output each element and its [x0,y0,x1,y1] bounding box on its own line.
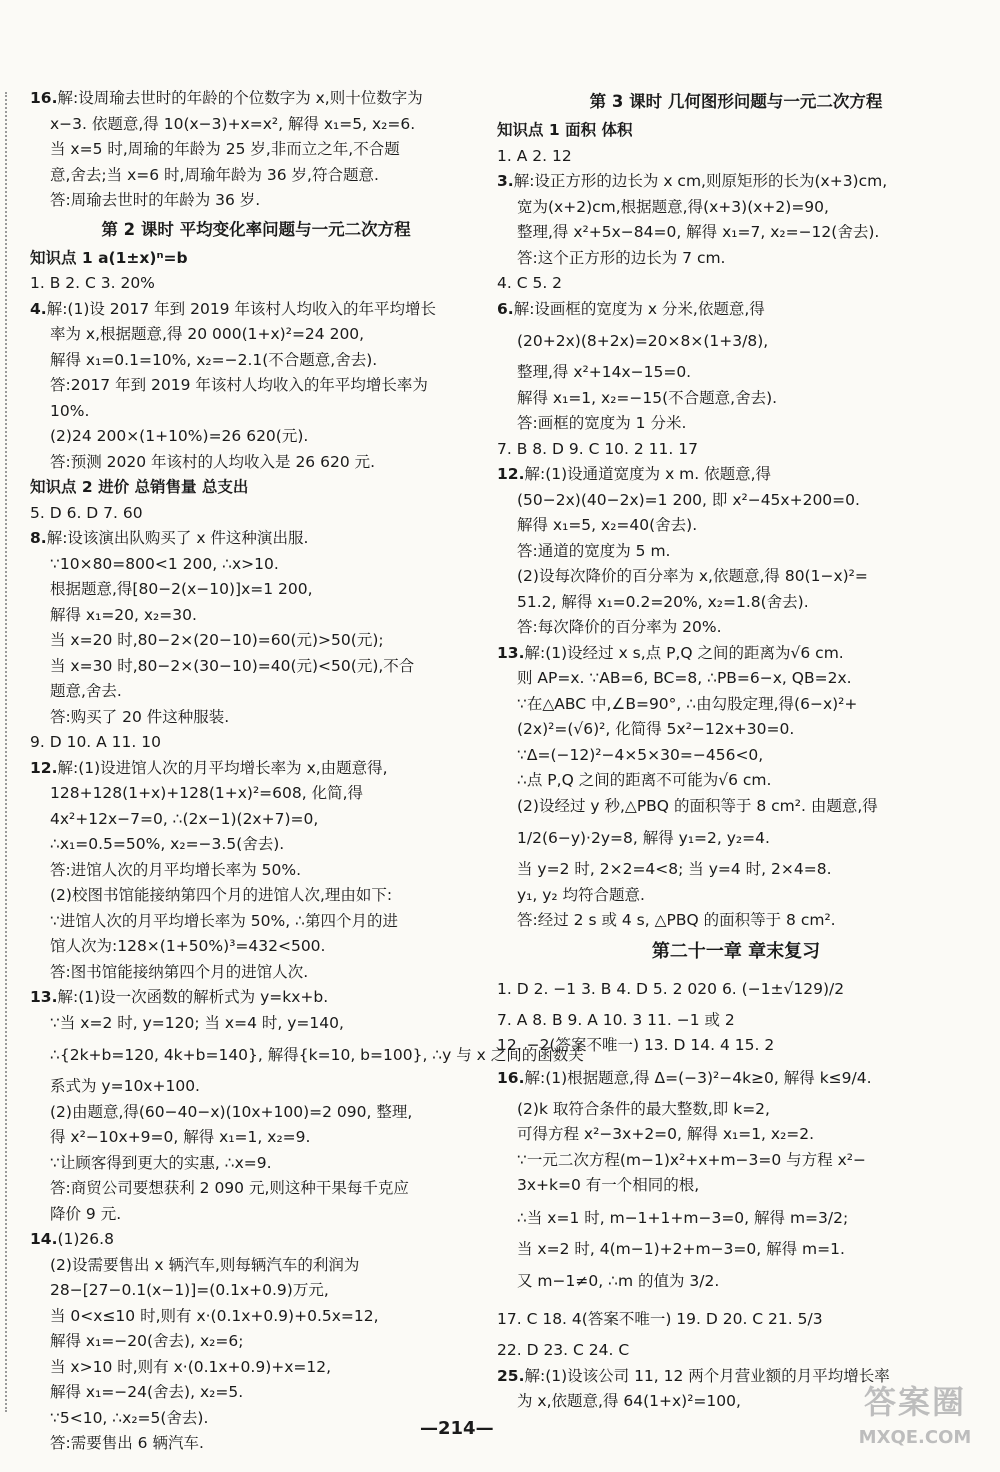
answer-line [30,679,482,705]
line-text: 解:(1)设一次函数的解析式为 y=kx+b. [57,988,329,1006]
question-number: 14. [30,1230,58,1248]
line-text: (2)设经过 y 秒,△PBQ 的面积等于 8 cm². 由题意,得 [517,796,878,815]
answer-line [30,577,482,603]
line-text: 第 3 课时 几何图形问题与一元二次方程 [589,92,883,111]
line-text: 第二十一章 章末复习 [651,940,821,962]
answer-line [497,386,975,412]
answer-line [30,1011,482,1037]
answer-line [497,322,975,360]
line-text: 得 x²−10x+9=0, 解得 x₁=1, x₂=9. [50,1128,311,1146]
line-text: ∴{2k+b=120, 4k+b=140}, 解得{k=10, b=100}, ∴y 与 x 之间的函数关 [50,1046,584,1064]
answer-line [497,590,975,616]
line-text: 第 2 课时 平均变化率问题与一元二次方程 [101,219,411,239]
line-text: (50−2x)(40−2x)=1 200, 即 x²−45x+200=0. [517,490,860,509]
line-text: 降价 9 元. [50,1204,122,1223]
answer-line [30,322,482,348]
answer-line [497,692,975,718]
answer-line [497,1262,975,1300]
answer-line [497,1033,975,1059]
line-text: ∴当 x=1 时, m−1+1+m−3=0, 解得 m=3/2; [517,1208,849,1227]
line-text: ∵当 x=2 时, y=120; 当 x=4 时, y=140, [50,1013,344,1032]
answer-line [30,1100,482,1126]
answer-line [30,1304,482,1330]
answer-line [30,1074,482,1100]
watermark-stamp [845,1380,985,1464]
line-text: (2)24 200×(1+10%)=26 620(元). [50,427,309,445]
answer-line [30,832,482,858]
line-text: ∵在△ABC 中,∠B=90°, ∴由勾股定理,得(6−x)²+ [517,694,858,713]
line-text: (2)由题意,得(60−40−x)(10x+100)=2 090, 整理, [50,1102,413,1121]
answer-line [497,666,975,692]
line-text: 知识点 2 进价 总销售量 总支出 [30,478,249,496]
knowledge-point-heading [30,475,482,501]
line-text: 系式为 y=10x+100. [50,1077,200,1095]
answer-line [30,985,482,1011]
answer-line [497,641,975,667]
answer-line [497,908,975,934]
line-text: 3x+k=0 有一个相同的根, [517,1176,700,1194]
line-text: 整理,得 x²+5x−84=0, 解得 x₁=7, x₂=−12(舍去). [517,223,880,241]
line-text: 5. D 6. D 7. 60 [30,503,143,522]
line-text: ∵进馆人次的月平均增长率为 50%, ∴第四个月的进 [50,911,398,930]
answer-line [497,564,975,590]
section-heading [30,214,482,246]
question-number: 13. [497,643,525,662]
answer-line [30,1036,584,1074]
line-text: 解得 x₁=0.1=10%, x₂=−2.1(不合题意,舍去). [50,350,378,369]
line-text: 答:每次降价的百分率为 20%. [517,618,722,636]
line-text: ∵10×80=800<1 200, ∴x>10. [50,554,279,573]
answer-line [497,615,975,641]
line-text: 解:(1)设经过 x s,点 P,Q 之间的距离为√6 cm. [524,643,844,662]
line-text: 当 0<x≤10 时,则有 x·(0.1x+0.9)+0.5x=12, [50,1306,379,1325]
line-text: 解:(1)设 2017 年到 2019 年该村人均收入的年平均增长 [46,299,436,318]
line-text: 解得 x₁=−24(舍去), x₂=5. [50,1383,244,1401]
line-text: (2)校图书馆能接纳第四个月的进馆人次,理由如下: [50,886,393,904]
line-text: 解得 x₁=5, x₂=40(舍去). [517,516,698,534]
line-text: ∵5<10, ∴x₂=5(舍去). [50,1408,209,1427]
knowledge-point-heading [497,118,975,144]
answer-line [30,1202,482,1228]
line-text: 10%. [50,401,90,420]
line-text: x−3. 依题意,得 10(x−3)+x=x², 解得 x₁=5, x₂=6. [50,114,416,133]
line-text: 当 x=20 时,80−2×(20−10)=60(元)>50(元); [50,631,384,649]
answer-line [497,743,975,769]
question-number: 4. [30,299,47,318]
question-number: 8. [30,529,47,547]
line-text: 答:图书馆能接纳第四个月的进馆人次. [50,962,309,981]
line-text: 当 x=2 时, 4(m−1)+2+m−3=0, 解得 m=1. [517,1239,845,1258]
line-text: 解得 x₁=−20(舍去), x₂=6; [50,1332,244,1350]
answer-line [497,1300,975,1338]
line-text: 128+128(1+x)+128(1+x)²=608, 化简,得 [50,784,364,802]
question-number: 12. [30,758,58,777]
line-text: (2)设需要售出 x 辆汽车,则每辆汽车的利润为 [50,1255,360,1274]
line-text: 答:画框的宽度为 1 分米. [517,414,687,432]
section-heading [497,86,975,118]
page-number: —214— [420,1418,494,1439]
question-number: 12. [497,465,525,483]
line-text: 答:这个正方形的边长为 7 cm. [517,248,726,267]
line-text: 解得 x₁=20, x₂=30. [50,605,197,624]
answer-line [497,857,975,883]
answer-line [30,730,482,756]
answer-line [30,501,482,527]
answer-line [497,144,975,170]
answer-line [497,462,975,488]
line-text: 解:(1)设进馆人次的月平均增长率为 x,由题意得, [57,758,388,777]
line-text: 51.2, 解得 x₁=0.2=20%, x₂=1.8(舍去). [517,592,809,611]
watermark-sub-text: MXQE.COM [858,1427,972,1448]
line-text: 根据题意,得[80−2(x−10)]x=1 200, [50,580,313,598]
answer-line [30,297,482,323]
answer-line [30,705,482,731]
answer-line [30,163,482,189]
line-text: (2x)²=(√6)², 化简得 5x²−12x+30=0. [517,720,795,738]
line-text: 又 m−1≠0, ∴m 的值为 3/2. [517,1272,720,1290]
answer-line [497,195,975,221]
line-text: 解得 x₁=1, x₂=−15(不合题意,舍去). [517,388,778,407]
line-text: 17. C 18. 4(答案不唯一) 19. D 20. C 21. 5/3 [497,1310,823,1328]
watermark-main-text: 答案圈 [863,1383,966,1421]
answer-line [30,271,482,297]
line-text: (2)k 取符合条件的最大整数,即 k=2, [517,1099,770,1118]
line-text: 22. D 23. C 24. C [497,1341,630,1359]
line-text: 馆人次为:128×(1+50%)³=432<500. [50,937,326,955]
question-number: 3. [497,172,514,190]
section-heading [497,934,975,970]
knowledge-point-heading [30,246,482,272]
answer-line [497,819,975,857]
line-text: ∴点 P,Q 之间的距离不可能为√6 cm. [517,771,772,789]
answer-line [30,1253,482,1279]
line-text: 当 x=5 时,周瑜的年龄为 25 岁,非而立之年,不合题 [50,140,400,158]
answer-line [497,768,975,794]
line-text: ∵一元二次方程(m−1)x²+x+m−3=0 与方程 x²− [517,1150,866,1169]
answer-line [30,1176,482,1202]
line-text: 1/2(6−y)·2y=8, 解得 y₁=2, y₂=4. [517,829,770,847]
line-text: 答:需要售出 6 辆汽车. [50,1434,204,1452]
answer-line [497,1097,975,1123]
answer-line [497,220,975,246]
left-margin-rule [5,92,9,1412]
line-text: 28−[27−0.1(x−1)]=(0.1x+0.9)万元, [50,1281,329,1299]
line-text: 可得方程 x²−3x+2=0, 解得 x₁=1, x₂=2. [517,1125,815,1143]
line-text: 当 y=2 时, 2×2=4<8; 当 y=4 时, 2×4=8. [517,860,832,878]
answer-line [30,424,482,450]
answer-line [30,1278,482,1304]
answer-line [30,1406,482,1432]
line-text: 答:购买了 20 件这种服装. [50,707,230,726]
line-text: (2)设每次降价的百分率为 x,依题意,得 80(1−x)²= [517,567,868,585]
answer-line [30,654,482,680]
line-text: 当 x>10 时,则有 x·(0.1x+0.9)+x=12, [50,1357,332,1376]
question-number: 16. [30,89,58,107]
line-text: 1. B 2. C 3. 20% [30,274,155,292]
line-text: 答:预测 2020 年该村的人均收入是 26 620 元. [50,452,376,471]
answer-line [30,1227,482,1253]
line-text: 7. B 8. D 9. C 10. 2 11. 17 [497,439,698,458]
answer-line [30,188,482,214]
answer-line [30,934,482,960]
answer-line [30,1125,482,1151]
line-text: 4. C 5. 2 [497,274,563,292]
line-text: 则 AP=x. ∵AB=6, BC=8, ∴PB=6−x, QB=2x. [517,669,852,687]
answer-line [497,970,975,1008]
line-text: 1. D 2. −1 3. B 4. D 5. 2 020 6. (−1±√129)/2 [497,979,845,998]
line-text: 答:周瑜去世时的年龄为 36 岁. [50,191,261,209]
answer-line [497,1122,975,1148]
answer-line [30,858,482,884]
line-text: 率为 x,根据题意,得 20 000(1+x)²=24 200, [50,325,365,343]
line-text: 答:通道的宽度为 5 m. [517,541,671,560]
answer-line [497,488,975,514]
answer-line [30,1355,482,1381]
answer-line [30,399,482,425]
answer-line [497,794,975,820]
answer-line [30,137,482,163]
line-text: 答:进馆人次的月平均增长率为 50%. [50,860,302,879]
line-text: (20+2x)(8+2x)=20×8×(1+3/8), [517,332,769,350]
question-number: 25. [497,1366,525,1385]
line-text: 解:设正方形的边长为 x cm,则原矩形的长为(x+3)cm, [513,172,888,190]
answer-line [30,348,482,374]
line-text: 题意,舍去. [50,682,122,700]
answer-line [30,1380,482,1406]
line-text: 意,舍去;当 x=6 时,周瑜年龄为 36 岁,符合题意. [50,165,379,184]
answer-line [30,526,482,552]
answer-line [30,552,482,578]
answer-line [497,1173,975,1199]
line-text: 解:设画框的宽度为 x 分米,依题意,得 [513,299,765,318]
line-text: 为 x,依题意,得 64(1+x)²=100, [517,1392,741,1410]
answer-line [497,437,975,463]
answer-line [30,807,482,833]
line-text: 整理,得 x²+14x−15=0. [517,363,692,381]
answer-line [497,411,975,437]
answer-line [497,271,975,297]
line-text: 解:(1)根据题意,得 Δ=(−3)²−4k≥0, 解得 k≤9/4. [524,1068,872,1087]
answer-line [497,883,975,909]
question-number: 6. [497,299,514,318]
line-text: (1)26.8 [57,1230,114,1248]
answer-line [30,756,482,782]
line-text: 答:2017 年到 2019 年该村人均收入的年平均增长率为 [50,376,428,394]
answer-line [30,1329,482,1355]
line-text: 答:经过 2 s 或 4 s, △PBQ 的面积等于 8 cm². [517,911,836,929]
line-text: y₁, y₂ 均符合题意. [517,885,645,904]
answer-line [497,1237,975,1263]
answer-line [497,1148,975,1174]
answer-line [30,781,482,807]
answer-line [30,1151,482,1177]
line-text: ∴x₁=0.5=50%, x₂=−3.5(舍去). [50,835,285,853]
answer-line [497,1059,975,1097]
answer-line [497,1199,975,1237]
line-text: ∵让顾客得到更大的实惠, ∴x=9. [50,1153,272,1172]
line-text: 解:设该演出队购买了 x 件这种演出服. [46,529,309,547]
answer-line [497,539,975,565]
answer-line [497,246,975,272]
line-text: 4x²+12x−7=0, ∴(2x−1)(2x+7)=0, [50,809,319,828]
answer-line [30,883,482,909]
line-text: 解:设周瑜去世时的年龄的个位数字为 x,则十位数字为 [57,89,423,107]
answer-line [30,1431,482,1457]
line-text: 宽为(x+2)cm,根据题意,得(x+3)(x+2)=90, [517,197,829,216]
line-text: ∵Δ=(−12)²−4×5×30=−456<0, [517,745,764,764]
answer-line [30,960,482,986]
answer-line [497,297,975,323]
answer-line [30,603,482,629]
answer-line [30,450,482,476]
answer-line [497,1008,975,1034]
line-text: 12. −2(答案不唯一) 13. D 14. 4 15. 2 [497,1036,775,1054]
line-text: 当 x=30 时,80−2×(30−10)=40(元)<50(元),不合 [50,656,415,675]
line-text: 知识点 1 a(1±x)ⁿ=b [30,248,188,267]
line-text: 答:商贸公司要想获利 2 090 元,则这种干果每千克应 [50,1179,409,1197]
answer-line [497,513,975,539]
line-text: 1. A 2. 12 [497,146,572,165]
answer-line [497,169,975,195]
line-text: 解:(1)设通道宽度为 x m. 依题意,得 [524,465,772,483]
right-answer-column [497,86,975,1415]
answer-line [497,360,975,386]
line-text: 解:(1)设该公司 11, 12 两个月营业额的月平均增长率 [524,1366,890,1385]
answer-line [30,628,482,654]
line-text: 7. A 8. B 9. A 10. 3 11. −1 或 2 [497,1010,735,1029]
line-text: 9. D 10. A 11. 10 [30,733,161,751]
answer-line [30,112,482,138]
answer-line [30,373,482,399]
question-number: 13. [30,988,58,1006]
answer-line [497,1338,975,1364]
line-text: 知识点 1 面积 体积 [497,121,633,139]
answer-line [30,909,482,935]
answer-line [497,717,975,743]
answer-line [30,86,482,112]
question-number: 16. [497,1068,525,1087]
